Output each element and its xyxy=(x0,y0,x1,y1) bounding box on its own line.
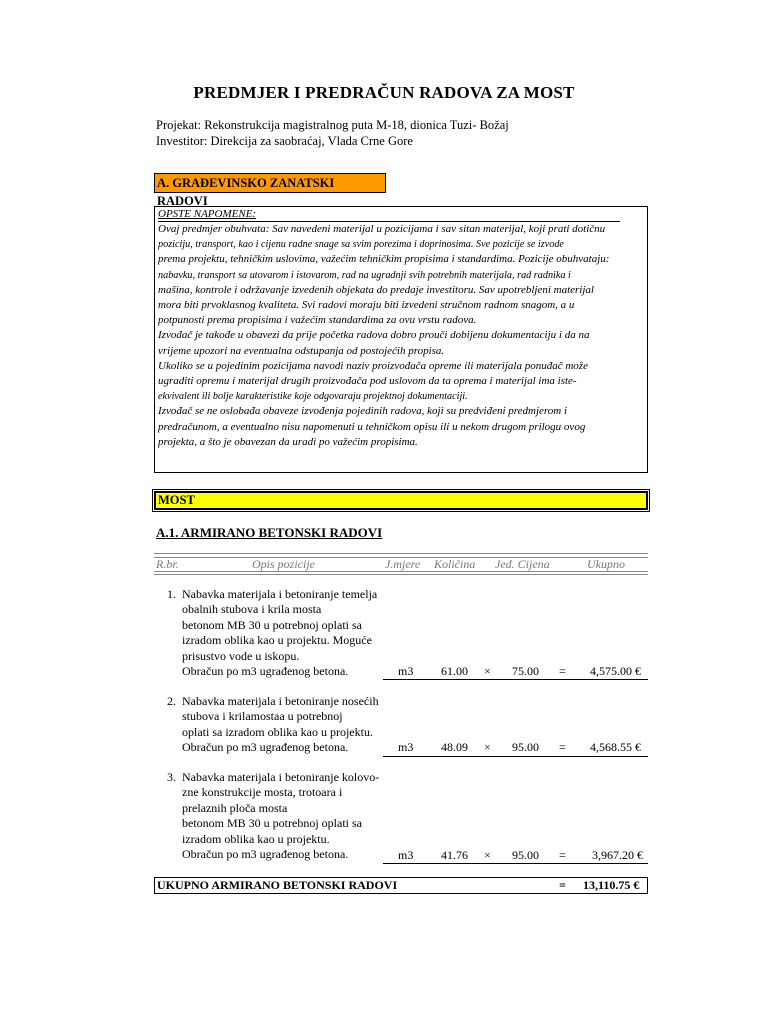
table-row xyxy=(154,587,384,682)
item-desc-line: betonom MB 30 u potrebnoj oplati sa xyxy=(182,816,362,831)
section-a1-heading: A.1. ARMIRANO BETONSKI RADOVI xyxy=(156,525,383,540)
row-underline xyxy=(383,863,648,864)
notes-title: OPSTE NAPOMENE: xyxy=(158,208,620,222)
times-sign: × xyxy=(484,740,491,754)
item-number: 1. xyxy=(167,587,176,601)
notes-line: vrijeme upozori na eventualna odstupanja od postojećih propisa. xyxy=(158,344,445,357)
notes-line: ugraditi opremu i materijal drugih proizvođača pod uslovom da ta oprema i materijal ima iste- xyxy=(158,375,577,388)
item-desc-line: prelaznih ploča mosta xyxy=(182,800,288,815)
total-row xyxy=(154,877,648,894)
header-rule xyxy=(154,553,648,554)
notes-line: ekvivalent ili bolje karakteristike koje odgovaraju projektnoj dokumentaciji. xyxy=(158,391,468,403)
equals-sign: = xyxy=(559,664,566,678)
item-description xyxy=(182,770,382,862)
item-desc-line: Obračun po m3 ugrađenog betona. xyxy=(182,847,349,862)
project-line: Projekat: Rekonstrukcija magistralnog puta M-18, dionica Tuzi- Božaj xyxy=(156,118,509,132)
notes-line: mora biti prvoklasnog kvaliteta. Svi radovi moraju biti izvedeni stručnom radnom snagom, a u xyxy=(158,299,575,312)
item-number: 3. xyxy=(167,770,176,784)
item-desc-line: betonom MB 30 u potrebnoj oplati sa xyxy=(182,617,362,632)
notes-line: projekta, a što je obavezan da uradi po važećim propisima. xyxy=(158,435,418,448)
header-rule xyxy=(154,574,648,575)
item-price: 95.00 xyxy=(512,740,539,754)
item-desc-line: obalnih stubova i krila mosta xyxy=(182,602,322,617)
item-number: 2. xyxy=(167,694,176,708)
item-total: 4,568.55 € xyxy=(590,740,641,754)
header-opis: Opis pozicije xyxy=(252,557,315,571)
notes-line: nabavku, transport sa utovarom i istovarom, rad na ugradnji svih potrebnih materijala, rad radnika i xyxy=(158,269,571,281)
header-jm: J.mjere xyxy=(385,557,421,571)
times-sign: × xyxy=(484,664,491,678)
notes-line: Ukoliko se u pojedinim pozicijama navodi naziv proizvođača opreme ili materijala ponuđač može xyxy=(158,359,588,372)
item-quantity: 41.76 xyxy=(441,848,468,862)
total-equals: = xyxy=(559,878,566,892)
item-total: 3,967.20 € xyxy=(592,848,643,862)
header-ukupno: Ukupno xyxy=(587,557,625,571)
item-desc-line: Obračun po m3 ugrađenog betona. xyxy=(182,740,349,755)
item-desc-line: Obračun po m3 ugrađenog betona. xyxy=(182,664,349,679)
header-kolicina: Količina xyxy=(434,557,476,571)
item-quantity: 61.00 xyxy=(441,664,468,678)
item-desc-line: Nabavka materijala i betoniranje nosećih xyxy=(182,694,379,708)
header-cijena: Jed. Cijena xyxy=(495,557,550,571)
item-desc-line: izradom oblika kao u projektu. Moguće xyxy=(182,633,372,648)
notes-line: mašina, kontrole i održavanje izvedenih objekata do predaje investitoru. Sav upotrebljeni materijal xyxy=(158,283,594,296)
section-a-heading: A. GRAĐEVINSKO ZANATSKI RADOVI xyxy=(154,173,386,193)
notes-line: poziciju, transport, kao i cijenu radne snage sa svim porezima i doprinosima. Sve pozicije se izvode xyxy=(158,239,564,251)
item-desc-line: prisustvo vode u iskopu. xyxy=(182,648,300,663)
item-price: 75.00 xyxy=(512,664,539,678)
item-quantity: 48.09 xyxy=(441,740,468,754)
equals-sign: = xyxy=(559,740,566,754)
investor-line: Investitor: Direkcija za saobraćaj, Vlada Crne Gore xyxy=(156,134,413,148)
table-row xyxy=(154,770,384,865)
page-title: PREDMJER I PREDRAČUN RADOVA ZA MOST xyxy=(193,83,575,102)
header-rbr: R.br. xyxy=(156,557,179,571)
item-unit: m3 xyxy=(398,848,414,862)
item-desc-line: stubova i krilamostaa u potrebnoj xyxy=(182,709,343,724)
notes-line: Ovaj predmjer obuhvata: Sav navedeni materijal u pozicijama i sav sitan materijal, koji prati dotičnu xyxy=(158,223,606,235)
notes-line: predračunom, a eventualno nisu napomenuti u tehničkom opisu ili u nekom drugom prilogu ovog xyxy=(158,420,586,433)
total-value: 13,110.75 € xyxy=(583,878,640,892)
item-total: 4,575.00 € xyxy=(590,664,641,678)
item-desc-line: Nabavka materijala i betoniranje temelja xyxy=(182,587,378,601)
total-label: UKUPNO ARMIRANO BETONSKI RADOVI xyxy=(157,878,398,892)
notes-line: prema projektu, tehničkim uslovima, važećim tehničkim propisima i standardima. Pozicije obuhvataju: xyxy=(158,253,610,266)
general-notes-box xyxy=(154,206,648,473)
item-description xyxy=(182,694,382,756)
item-unit: m3 xyxy=(398,664,414,678)
item-description xyxy=(182,587,382,679)
equals-sign: = xyxy=(559,848,566,862)
most-heading: MOST xyxy=(154,491,648,510)
notes-line: Izvođač je takođe u obavezi da prije početka radova dobro prouči dobijenu dokumentaciju i da na xyxy=(158,329,590,342)
table-row xyxy=(154,694,384,758)
times-sign: × xyxy=(484,848,491,862)
row-underline xyxy=(383,679,648,680)
item-desc-line: izradom oblika kao u projektu. xyxy=(182,831,330,846)
item-unit: m3 xyxy=(398,740,414,754)
notes-line: Izvođač se ne oslobađa obaveze izvođenja pojedinih radova, koji su predviđeni predmjerom i xyxy=(158,405,568,418)
notes-line: potpunosti prema propisima i važećim standardima za ovu vrstu radova. xyxy=(158,314,477,327)
item-price: 95.00 xyxy=(512,848,539,862)
item-desc-line: oplati sa izradom oblika kao u projektu. xyxy=(182,724,373,739)
row-underline xyxy=(383,756,648,757)
item-desc-line: Nabavka materijala i betoniranje kolovo- xyxy=(182,770,380,784)
item-desc-line: zne konstrukcije mosta, trotoara i xyxy=(182,785,343,800)
